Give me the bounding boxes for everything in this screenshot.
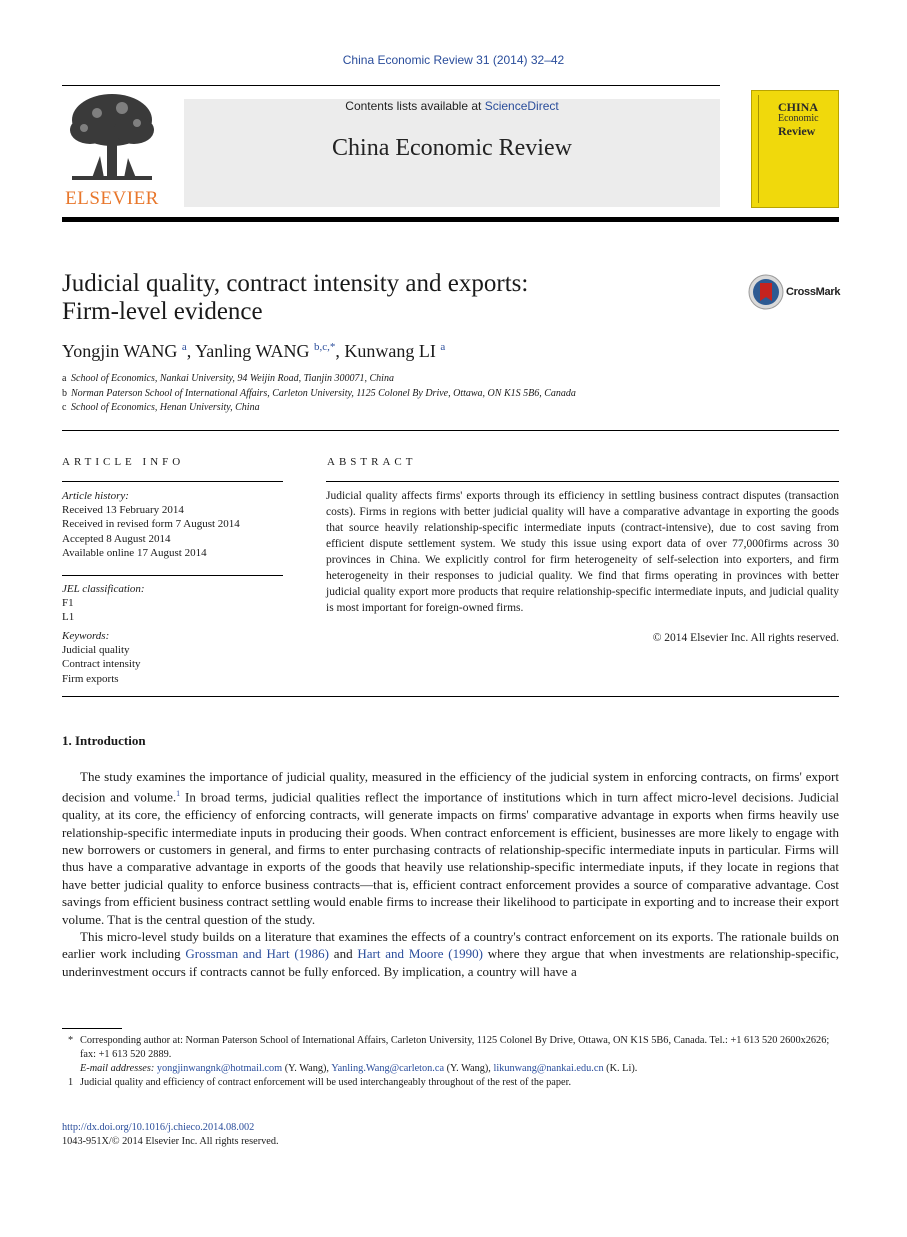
cover-strip <box>758 95 773 203</box>
journal-reference[interactable]: China Economic Review 31 (2014) 32–42 <box>342 53 565 67</box>
affiliation-mark: b <box>62 387 67 399</box>
citation-link[interactable]: Hart and Moore (1990) <box>357 946 483 962</box>
jel-label: JEL classification: <box>62 583 145 595</box>
article-title <box>62 270 722 326</box>
footnote-ref[interactable]: 1 <box>176 789 181 799</box>
contents-prefix: Contents lists available at <box>345 99 485 113</box>
history-label: Article history: <box>62 490 129 502</box>
affiliation-item <box>62 372 842 387</box>
text-run: and <box>329 946 358 962</box>
affiliation-item <box>62 387 842 402</box>
section-heading: 1. Introduction <box>62 733 146 748</box>
author-sup[interactable]: b,c,* <box>313 341 336 353</box>
header-thick-rule <box>62 217 839 222</box>
jel-code: L1 <box>62 611 75 624</box>
section-rule <box>62 430 839 431</box>
footnote-1 <box>62 1076 839 1090</box>
text-run: The study examines the importance of judicial quality, measured in the efficiency of the judicial system in enforcing contracts, on firms' export decision and volume. <box>62 769 839 805</box>
contents-line <box>184 99 720 113</box>
cover-title-line2: Economic <box>778 113 819 124</box>
abstract-heading: ABSTRACT <box>327 456 417 468</box>
author-name[interactable]: Yanling WANG <box>195 341 310 361</box>
crossmark-label: CrossMark <box>786 286 841 298</box>
journal-cover <box>751 90 839 208</box>
affiliations <box>62 372 842 416</box>
author-list <box>62 341 445 362</box>
citation-link[interactable]: Grossman and Hart (1986) <box>185 946 330 962</box>
abstract-text: Judicial quality affects firms' exports through its efficiency in settling business contract disputes (transaction costs). Firms in regions with better judicial quality will have a comparative advantage in exporting the goods that source heavily relationship-specific intermediate inputs (contract-intensive), due to cost saving from efficient dispute settlement system. We study this issue using export data of over 77,000firms across 30 provinces in China. We explicitly control for firm heterogeneity of self-selection into exporters, and firm heterogeneity in their responses to judicial quality. We find that firms operating in provinces with better judicial quality export more products that require relationship-specific intermediate inputs, and judicial quality is most important for foreign-owned firms. <box>326 490 839 614</box>
abstract-copyright: © 2014 Elsevier Inc. All rights reserved. <box>652 632 839 644</box>
footnote-mark: 1 <box>68 1077 74 1088</box>
footnote-rule <box>62 1028 122 1029</box>
history-item: Received in revised form 7 August 2014 <box>62 518 240 531</box>
keywords <box>62 629 287 686</box>
keywords-label: Keywords: <box>62 630 110 642</box>
title-line2: Firm-level evidence <box>62 298 263 325</box>
title-line1: Judicial quality, contract intensity and exports: <box>62 270 529 297</box>
paragraph <box>62 928 839 980</box>
keyword: Judicial quality <box>62 644 130 657</box>
footnote-text: Corresponding author at: Norman Paterson School of International Affairs, Carleton University, 1125 Colonel By Drive, Ottawa, ON K1S 5B6, Canada. Tel.: +1 613 520 2600x2626; fax: +1 613 520 2889. <box>80 1035 830 1060</box>
email-owner: (Y. Wang), <box>444 1063 494 1074</box>
affiliation-mark: c <box>62 402 67 413</box>
text-run: This micro-level study builds on a literature that examines the effects of a country's contract enforcement on its exports. The rationale builds on earlier work including <box>62 928 839 962</box>
journal-banner <box>184 99 720 207</box>
issn-copyright: 1043-951X/© 2014 Elsevier Inc. All rights reserved. <box>62 1136 279 1147</box>
abstract-rule <box>326 481 839 482</box>
cover-title-line1: CHINA <box>778 100 819 114</box>
sciencedirect-link[interactable]: ScienceDirect <box>484 99 559 113</box>
author-sup[interactable]: a <box>440 341 446 353</box>
history-item: Accepted 8 August 2014 <box>62 532 171 545</box>
author-name[interactable]: Yongjin WANG <box>62 341 178 361</box>
email-link[interactable]: likunwang@nankai.edu.cn <box>493 1063 604 1074</box>
corresponding-author-note <box>62 1034 839 1062</box>
author-separator: , <box>335 341 345 361</box>
crossmark-button[interactable] <box>748 274 848 310</box>
text-run: where they argue that when investments are relationship-specific, underinvestment occurs if contracts cannot be fully enforced. By implication, a country will have a <box>62 946 840 979</box>
email-owner: (Y. Wang), <box>282 1063 332 1074</box>
article-info-rule <box>62 481 283 482</box>
footnotes <box>62 1034 839 1090</box>
email-label: E-mail addresses: <box>80 1063 155 1074</box>
publisher-logo-text: ELSEVIER <box>65 188 159 209</box>
jel-classification <box>62 582 287 625</box>
article-info-rule <box>62 575 283 576</box>
email-note <box>62 1062 839 1076</box>
affiliation-mark: a <box>62 373 67 384</box>
keyword: Firm exports <box>62 672 119 685</box>
tree-icon <box>62 88 162 188</box>
email-link[interactable]: Yanling.Wang@carleton.ca <box>331 1063 445 1074</box>
cover-title-line3: Review <box>778 124 816 138</box>
affiliation-text: School of Economics, Nankai University, 94 Weijin Road, Tianjin 300071, China <box>71 373 394 384</box>
section-rule <box>62 696 839 697</box>
text-run: In broad terms, judicial qualities reflect the importance of institutions which in turn affect micro-level decisions. Judicial quality, at its core, the efficiency of enforcing contracts, will generate impacts on firms' comparative advantage in exports when firms heavily use relationship-specific intermediate inputs in producing their goods. When contract enforcement is efficient, businesses are more likely to engage with new borrowers or customers in general, and firms to enter purchasing contracts of relationship-specific intermediate inputs in particular. Firms will thus have a comparative advantage in exports of the goods that heavily use relationship-specific intermediate inputs, if they locate in regions that have better judicial quality to enforce business contracts—that is, efficient contract enforcement provides a source of comparative advantage. Cost savings from efficient business contract settling would enable firms to increase their likelihood to participate in exporting and to increase their export volume. That is the central question of the study. <box>62 789 839 927</box>
affiliation-item <box>62 401 842 416</box>
intro-body <box>62 768 839 980</box>
affiliation-text: Norman Paterson School of International Affairs, Carleton University, 1125 Colonel By Drive, Ottawa, ON K1S 5B6, Canada <box>71 387 576 399</box>
email-link[interactable]: yongjinwangnk@hotmail.com <box>156 1063 283 1074</box>
email-owner: (K. Li). <box>603 1063 638 1074</box>
article-history <box>62 489 287 560</box>
author-separator: , <box>186 341 196 361</box>
author-sup[interactable]: a <box>181 341 187 353</box>
journal-name: China Economic Review <box>332 135 572 161</box>
footnote-mark: * <box>68 1035 74 1046</box>
header-rule <box>62 85 720 86</box>
article-info-heading: ARTICLE INFO <box>62 456 185 468</box>
footnote-text: Judicial quality and efficiency of contract enforcement will be used interchangeably throughout of the rest of the paper. <box>80 1077 572 1088</box>
history-item: Available online 17 August 2014 <box>62 546 207 559</box>
cover-title <box>778 101 819 137</box>
affiliation-text: School of Economics, Henan University, China <box>71 402 260 413</box>
crossmark-icon <box>748 274 784 310</box>
history-item: Received 13 February 2014 <box>62 504 184 517</box>
keyword: Contract intensity <box>62 658 141 671</box>
elsevier-logo <box>62 88 162 210</box>
author-name[interactable]: Kunwang LI <box>344 341 436 361</box>
jel-code: F1 <box>62 597 74 610</box>
paragraph <box>62 768 839 928</box>
doi-link[interactable]: http://dx.doi.org/10.1016/j.chieco.2014.08.002 <box>62 1122 255 1133</box>
